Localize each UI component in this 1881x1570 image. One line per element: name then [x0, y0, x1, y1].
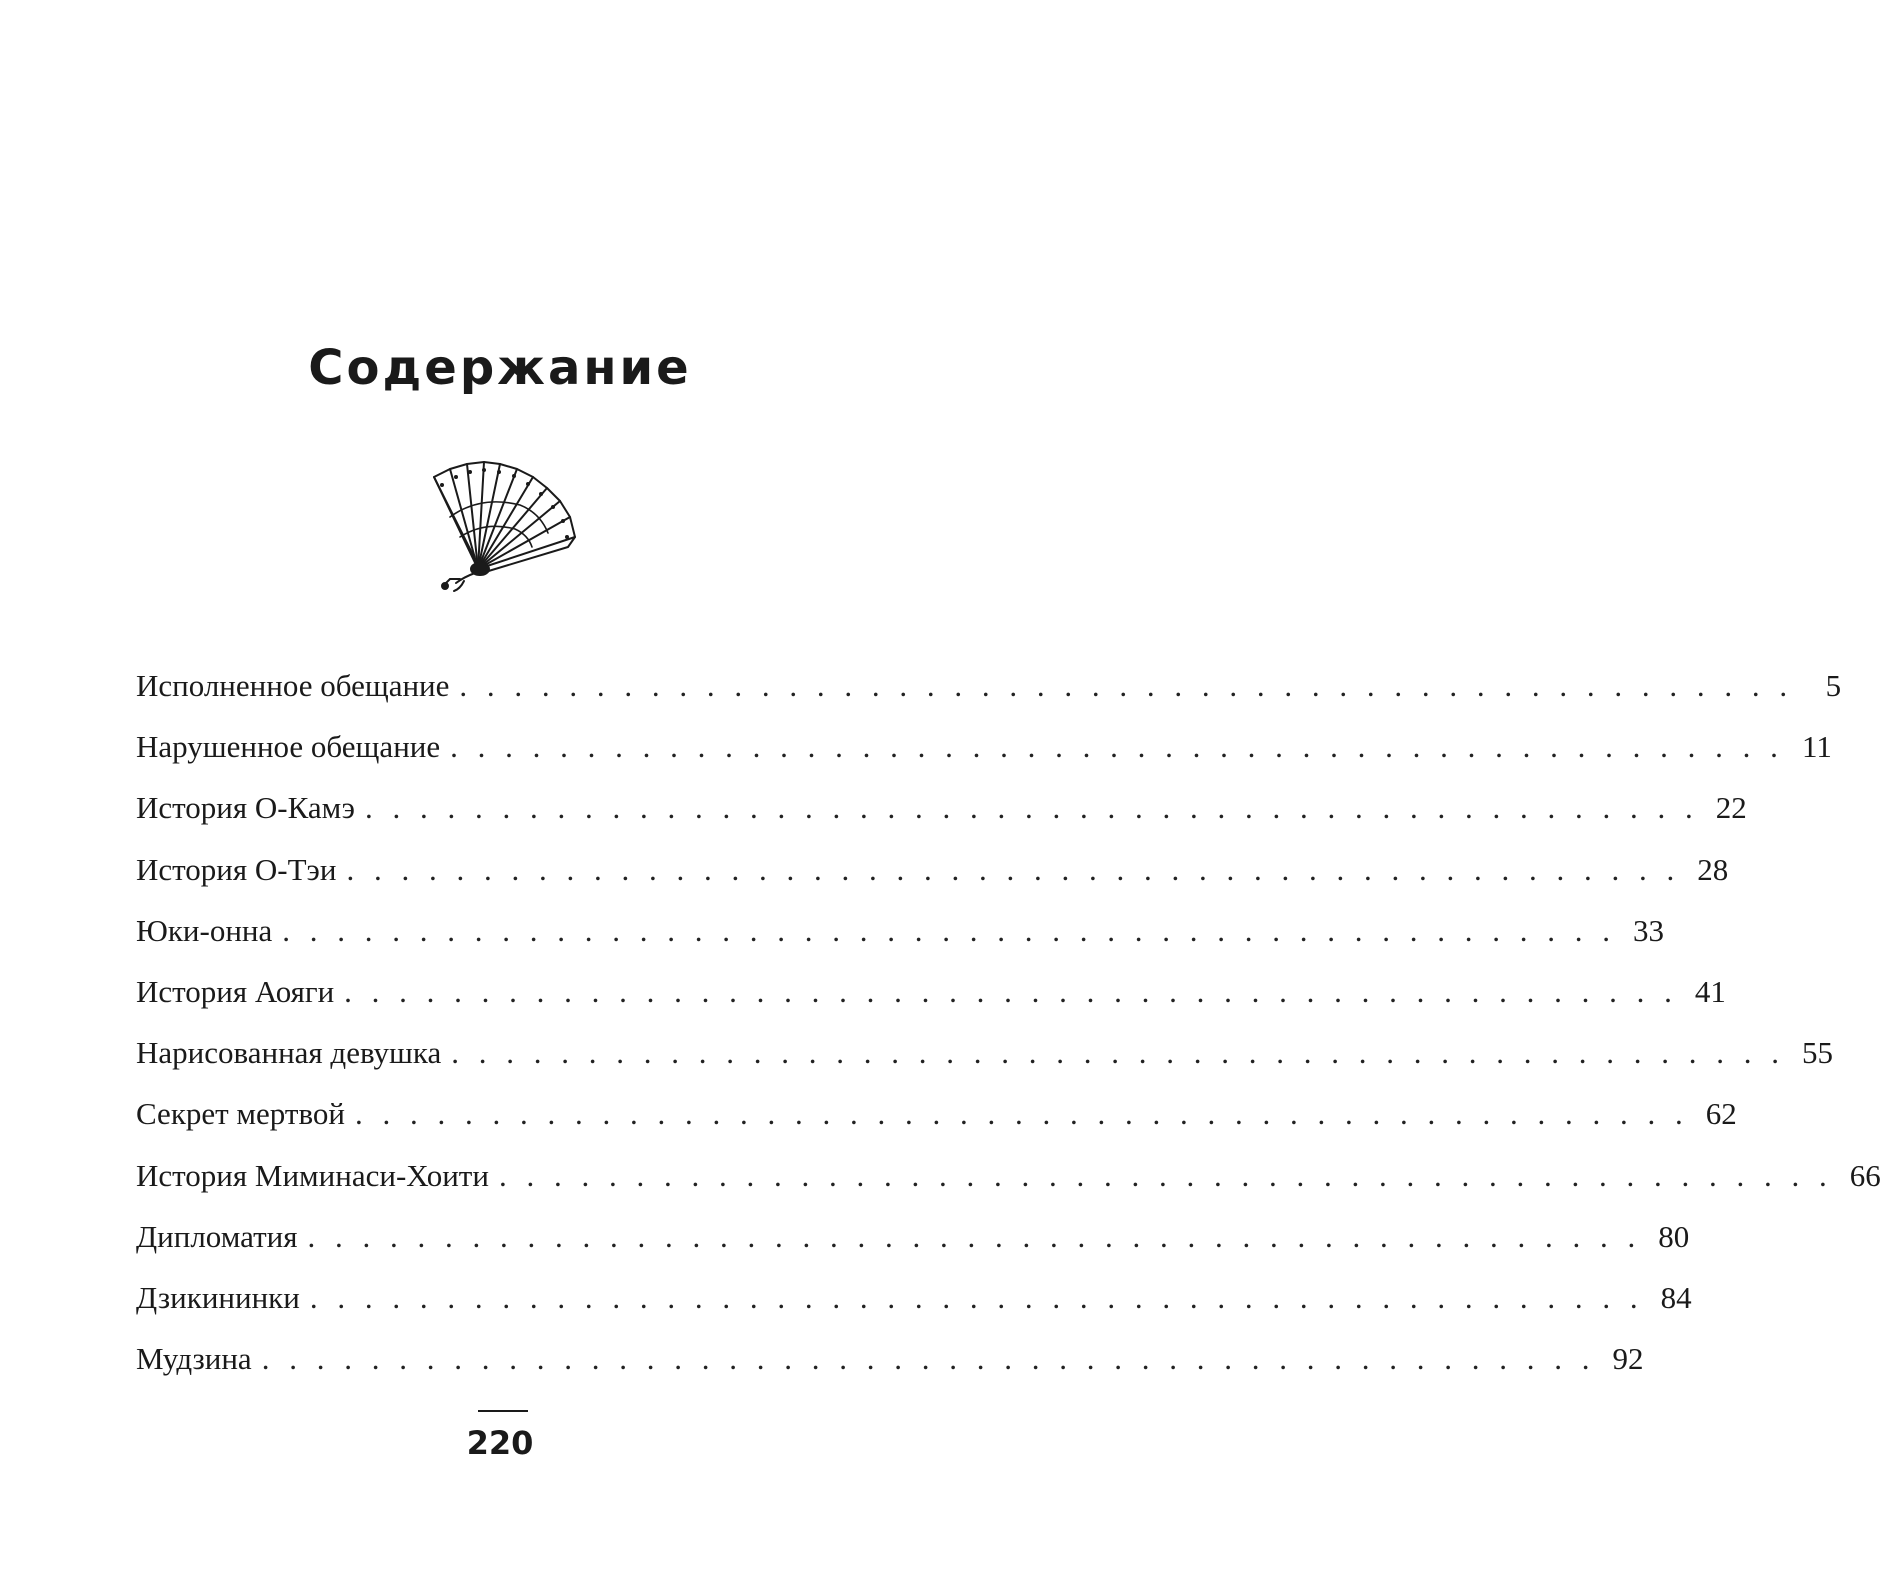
- toc-entry[interactable]: [136, 1022, 1834, 1083]
- toc-dot-leader: . . . . . . . . . . . . . . . . . . . . . . . . . . . . . . . . . . . . . . . . . . . . . . . . .: [354, 1096, 1689, 1132]
- toc-entry-page: 66: [1849, 1157, 1881, 1193]
- toc-entry-title: Нарисованная девушка: [136, 1035, 442, 1071]
- toc-entry-page: 80: [1658, 1218, 1690, 1254]
- toc-entry-title: История Миминаси-Хоити: [136, 1157, 489, 1193]
- page-number-rule: [478, 1410, 528, 1412]
- toc-entry-title: История О-Камэ: [136, 790, 355, 826]
- table-of-contents: [136, 655, 1881, 1389]
- toc-entry-title: Дзикининки: [136, 1279, 300, 1315]
- toc-entry-page: 28: [1697, 851, 1729, 887]
- toc-entry-title: Нарушенное обещание: [136, 729, 441, 765]
- toc-dot-leader: . . . . . . . . . . . . . . . . . . . . . . . . . . . . . . . . . . . . . . . . . . . . . . . . .: [451, 1035, 1786, 1071]
- toc-entry-title: Секрет мертвой: [136, 1096, 345, 1132]
- toc-dot-leader: . . . . . . . . . . . . . . . . . . . . . . . . . . . . . . . . . . . . . . . . . . . . . . . . .: [261, 1341, 1596, 1377]
- folding-fan-illustration: [420, 455, 590, 595]
- toc-dot-leader: . . . . . . . . . . . . . . . . . . . . . . . . . . . . . . . . . . . . . . . . . . . . . . . . .: [282, 912, 1617, 948]
- toc-entry-page: 55: [1802, 1035, 1834, 1071]
- toc-entry[interactable]: [136, 900, 1665, 961]
- toc-entry-page: 11: [1802, 729, 1832, 765]
- toc-entry[interactable]: [136, 1206, 1690, 1267]
- toc-entry[interactable]: [136, 655, 1842, 716]
- toc-entry-title: Исполненное обещание: [136, 668, 450, 703]
- toc-entry-title: Мудзина: [136, 1341, 252, 1377]
- toc-entry[interactable]: [136, 1267, 1692, 1328]
- toc-entry-page: 33: [1633, 912, 1665, 948]
- toc-dot-leader: . . . . . . . . . . . . . . . . . . . . . . . . . . . . . . . . . . . . . . . . . . . . . . . . .: [364, 790, 1699, 826]
- toc-dot-leader: . . . . . . . . . . . . . . . . . . . . . . . . . . . . . . . . . . . . . . . . . . . . . . . . .: [309, 1279, 1644, 1315]
- toc-entry-title: Юки-онна: [136, 912, 273, 948]
- toc-entry-page: 41: [1694, 973, 1726, 1009]
- toc-entry-page: 92: [1612, 1341, 1644, 1377]
- toc-entry-page: 84: [1660, 1279, 1692, 1315]
- page-number: 220: [466, 1424, 534, 1462]
- toc-entry[interactable]: [136, 1328, 1644, 1389]
- toc-entry[interactable]: [136, 777, 1747, 838]
- toc-entry-page: 62: [1705, 1096, 1737, 1132]
- toc-dot-leader: . . . . . . . . . . . . . . . . . . . . . . . . . . . . . . . . . . . . . . . . . . . . . . . . .: [344, 973, 1678, 1009]
- toc-dot-leader: . . . . . . . . . . . . . . . . . . . . . . . . . . . . . . . . . . . . . . . . . . . . . . . . .: [346, 851, 1681, 887]
- toc-entry-title: История Аояги: [136, 973, 335, 1009]
- toc-entry[interactable]: [136, 1083, 1737, 1144]
- toc-entry-title: История О-Тэи: [136, 851, 337, 887]
- toc-entry-page: 5: [1825, 668, 1842, 703]
- toc-entry[interactable]: [136, 716, 1832, 777]
- toc-entry-page: 22: [1715, 790, 1747, 826]
- toc-entry[interactable]: [136, 961, 1726, 1022]
- toc-entry-title: Дипломатия: [136, 1218, 298, 1254]
- toc-dot-leader: . . . . . . . . . . . . . . . . . . . . . . . . . . . . . . . . . . . . . . . . . . . . . . . . .: [450, 729, 1784, 765]
- toc-dot-leader: . . . . . . . . . . . . . . . . . . . . . . . . . . . . . . . . . . . . . . . . . . . . . . . . .: [307, 1218, 1642, 1254]
- page-title: Содержание: [308, 340, 692, 396]
- toc-entry[interactable]: [136, 1145, 1881, 1206]
- toc-entry[interactable]: [136, 839, 1729, 900]
- toc-dot-leader: . . . . . . . . . . . . . . . . . . . . . . . . . . . . . . . . . . . . . . . . . . . . . . . . .: [498, 1157, 1833, 1193]
- toc-dot-leader: . . . . . . . . . . . . . . . . . . . . . . . . . . . . . . . . . . . . . . . . . . . . . . . . .: [459, 668, 1794, 703]
